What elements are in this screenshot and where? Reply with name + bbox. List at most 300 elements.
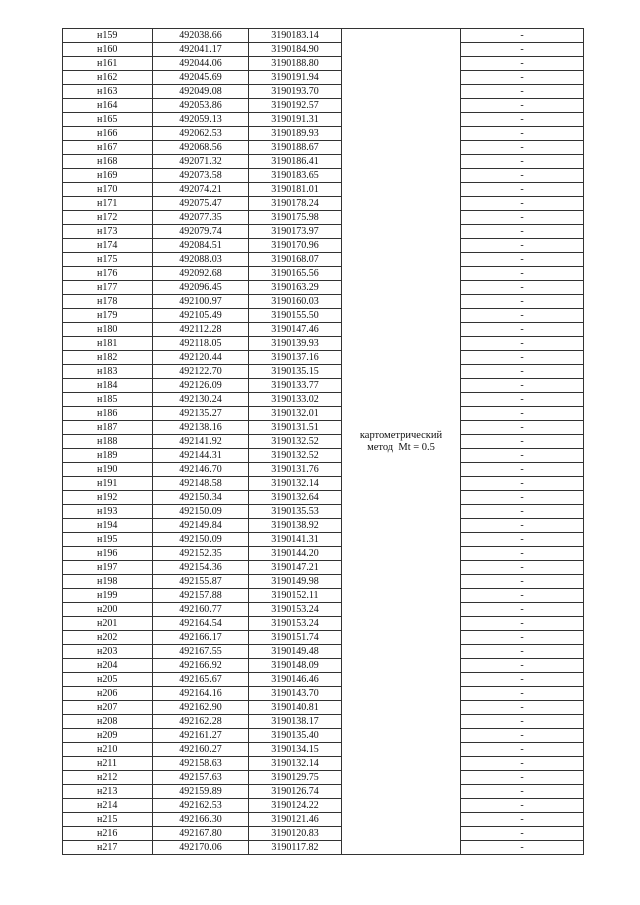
table-row (63, 29, 584, 43)
dash-cell: - (461, 281, 584, 295)
y-coordinate-cell: 3190153.24 (249, 603, 342, 617)
dash-cell: - (461, 337, 584, 351)
point-id-cell: н170 (63, 183, 153, 197)
dash-cell: - (461, 701, 584, 715)
point-id-cell: н182 (63, 351, 153, 365)
table-row (63, 463, 584, 477)
point-id-cell: н210 (63, 743, 153, 757)
dash-cell: - (461, 99, 584, 113)
dash-cell: - (461, 183, 584, 197)
table-row (63, 729, 584, 743)
point-id-cell: н202 (63, 631, 153, 645)
y-coordinate-cell: 3190188.67 (249, 141, 342, 155)
table-row (63, 99, 584, 113)
table-row (63, 253, 584, 267)
x-coordinate-cell: 492038.66 (153, 29, 249, 43)
x-coordinate-cell: 492162.28 (153, 715, 249, 729)
y-coordinate-cell: 3190165.56 (249, 267, 342, 281)
x-coordinate-cell: 492157.88 (153, 589, 249, 603)
dash-cell: - (461, 729, 584, 743)
x-coordinate-cell: 492045.69 (153, 71, 249, 85)
x-coordinate-cell: 492092.68 (153, 267, 249, 281)
table-row (63, 743, 584, 757)
y-coordinate-cell: 3190120.83 (249, 827, 342, 841)
dash-cell: - (461, 519, 584, 533)
point-id-cell: н176 (63, 267, 153, 281)
point-id-cell: н173 (63, 225, 153, 239)
y-coordinate-cell: 3190181.01 (249, 183, 342, 197)
x-coordinate-cell: 492126.09 (153, 379, 249, 393)
y-coordinate-cell: 3190132.14 (249, 757, 342, 771)
x-coordinate-cell: 492167.55 (153, 645, 249, 659)
y-coordinate-cell: 3190124.22 (249, 799, 342, 813)
table-row (63, 323, 584, 337)
dash-cell: - (461, 29, 584, 43)
x-coordinate-cell: 492100.97 (153, 295, 249, 309)
table-row (63, 239, 584, 253)
dash-cell: - (461, 491, 584, 505)
point-id-cell: н209 (63, 729, 153, 743)
point-id-cell: н200 (63, 603, 153, 617)
coordinate-table-page (62, 28, 583, 855)
table-row (63, 57, 584, 71)
dash-cell: - (461, 645, 584, 659)
dash-cell: - (461, 267, 584, 281)
y-coordinate-cell: 3190131.76 (249, 463, 342, 477)
point-id-cell: н169 (63, 169, 153, 183)
y-coordinate-cell: 3190133.02 (249, 393, 342, 407)
table-row (63, 757, 584, 771)
y-coordinate-cell: 3190132.64 (249, 491, 342, 505)
point-id-cell: н162 (63, 71, 153, 85)
y-coordinate-cell: 3190135.15 (249, 365, 342, 379)
dash-cell: - (461, 673, 584, 687)
x-coordinate-cell: 492041.17 (153, 43, 249, 57)
dash-cell: - (461, 323, 584, 337)
x-coordinate-cell: 492149.84 (153, 519, 249, 533)
dash-cell: - (461, 71, 584, 85)
point-id-cell: н165 (63, 113, 153, 127)
x-coordinate-cell: 492062.53 (153, 127, 249, 141)
point-id-cell: н168 (63, 155, 153, 169)
point-id-cell: н178 (63, 295, 153, 309)
dash-cell: - (461, 533, 584, 547)
point-id-cell: н216 (63, 827, 153, 841)
dash-cell: - (461, 127, 584, 141)
x-coordinate-cell: 492161.27 (153, 729, 249, 743)
x-coordinate-cell: 492049.08 (153, 85, 249, 99)
y-coordinate-cell: 3190153.24 (249, 617, 342, 631)
point-id-cell: н188 (63, 435, 153, 449)
table-row (63, 771, 584, 785)
y-coordinate-cell: 3190132.01 (249, 407, 342, 421)
y-coordinate-cell: 3190173.97 (249, 225, 342, 239)
dash-cell: - (461, 113, 584, 127)
x-coordinate-cell: 492071.32 (153, 155, 249, 169)
point-id-cell: н201 (63, 617, 153, 631)
dash-cell: - (461, 155, 584, 169)
dash-cell: - (461, 225, 584, 239)
dash-cell: - (461, 589, 584, 603)
table-row (63, 813, 584, 827)
y-coordinate-cell: 3190183.65 (249, 169, 342, 183)
table-row (63, 309, 584, 323)
point-id-cell: н159 (63, 29, 153, 43)
dash-cell: - (461, 295, 584, 309)
table-row (63, 435, 584, 449)
x-coordinate-cell: 492122.70 (153, 365, 249, 379)
x-coordinate-cell: 492150.09 (153, 505, 249, 519)
y-coordinate-cell: 3190188.80 (249, 57, 342, 71)
point-id-cell: н175 (63, 253, 153, 267)
y-coordinate-cell: 3190184.90 (249, 43, 342, 57)
table-row (63, 365, 584, 379)
dash-cell: - (461, 715, 584, 729)
dash-cell: - (461, 687, 584, 701)
x-coordinate-cell: 492170.06 (153, 841, 249, 855)
dash-cell: - (461, 617, 584, 631)
dash-cell: - (461, 827, 584, 841)
x-coordinate-cell: 492152.35 (153, 547, 249, 561)
y-coordinate-cell: 3190132.52 (249, 435, 342, 449)
x-coordinate-cell: 492166.92 (153, 659, 249, 673)
dash-cell: - (461, 659, 584, 673)
point-id-cell: н167 (63, 141, 153, 155)
dash-cell: - (461, 393, 584, 407)
y-coordinate-cell: 3190131.51 (249, 421, 342, 435)
table-row (63, 113, 584, 127)
table-row (63, 43, 584, 57)
dash-cell: - (461, 197, 584, 211)
x-coordinate-cell: 492073.58 (153, 169, 249, 183)
table-row (63, 687, 584, 701)
table-row (63, 295, 584, 309)
dash-cell: - (461, 575, 584, 589)
dash-cell: - (461, 43, 584, 57)
dash-cell: - (461, 743, 584, 757)
x-coordinate-cell: 492146.70 (153, 463, 249, 477)
dash-cell: - (461, 211, 584, 225)
dash-cell: - (461, 631, 584, 645)
table-row (63, 659, 584, 673)
y-coordinate-cell: 3190155.50 (249, 309, 342, 323)
dash-cell: - (461, 785, 584, 799)
dash-cell: - (461, 421, 584, 435)
y-coordinate-cell: 3190175.98 (249, 211, 342, 225)
table-row (63, 617, 584, 631)
x-coordinate-cell: 492160.27 (153, 743, 249, 757)
table-row (63, 491, 584, 505)
dash-cell: - (461, 463, 584, 477)
y-coordinate-cell: 3190183.14 (249, 29, 342, 43)
x-coordinate-cell: 492162.53 (153, 799, 249, 813)
dash-cell: - (461, 239, 584, 253)
dash-cell: - (461, 253, 584, 267)
y-coordinate-cell: 3190189.93 (249, 127, 342, 141)
y-coordinate-cell: 3190143.70 (249, 687, 342, 701)
table-row (63, 127, 584, 141)
y-coordinate-cell: 3190121.46 (249, 813, 342, 827)
x-coordinate-cell: 492130.24 (153, 393, 249, 407)
point-id-cell: н214 (63, 799, 153, 813)
y-coordinate-cell: 3190126.74 (249, 785, 342, 799)
y-coordinate-cell: 3190132.14 (249, 477, 342, 491)
y-coordinate-cell: 3190163.29 (249, 281, 342, 295)
table-row (63, 561, 584, 575)
dash-cell: - (461, 771, 584, 785)
x-coordinate-cell: 492096.45 (153, 281, 249, 295)
x-coordinate-cell: 492157.63 (153, 771, 249, 785)
point-id-cell: н190 (63, 463, 153, 477)
point-id-cell: н195 (63, 533, 153, 547)
table-row (63, 421, 584, 435)
y-coordinate-cell: 3190146.46 (249, 673, 342, 687)
point-id-cell: н177 (63, 281, 153, 295)
y-coordinate-cell: 3190147.46 (249, 323, 342, 337)
table-row (63, 337, 584, 351)
x-coordinate-cell: 492160.77 (153, 603, 249, 617)
point-id-cell: н187 (63, 421, 153, 435)
y-coordinate-cell: 3190134.15 (249, 743, 342, 757)
y-coordinate-cell: 3190151.74 (249, 631, 342, 645)
dash-cell: - (461, 505, 584, 519)
table-row (63, 85, 584, 99)
method-line-1: картометрический (359, 429, 443, 441)
x-coordinate-cell: 492141.92 (153, 435, 249, 449)
point-id-cell: н207 (63, 701, 153, 715)
table-row (63, 71, 584, 85)
point-id-cell: н164 (63, 99, 153, 113)
dash-cell: - (461, 813, 584, 827)
dash-cell: - (461, 351, 584, 365)
table-row (63, 169, 584, 183)
point-id-cell: н206 (63, 687, 153, 701)
y-coordinate-cell: 3190141.31 (249, 533, 342, 547)
x-coordinate-cell: 492084.51 (153, 239, 249, 253)
table-row (63, 631, 584, 645)
table-row (63, 211, 584, 225)
table-row (63, 785, 584, 799)
table-row (63, 701, 584, 715)
x-coordinate-cell: 492167.80 (153, 827, 249, 841)
dash-cell: - (461, 561, 584, 575)
table-row (63, 477, 584, 491)
point-id-cell: н160 (63, 43, 153, 57)
dash-cell: - (461, 169, 584, 183)
table-row (63, 407, 584, 421)
x-coordinate-cell: 492158.63 (153, 757, 249, 771)
point-id-cell: н198 (63, 575, 153, 589)
point-id-cell: н203 (63, 645, 153, 659)
point-id-cell: н186 (63, 407, 153, 421)
x-coordinate-cell: 492150.09 (153, 533, 249, 547)
table-row (63, 379, 584, 393)
y-coordinate-cell: 3190191.31 (249, 113, 342, 127)
method-line-2: метод Mt = 0.5 (367, 441, 435, 453)
table-row (63, 449, 584, 463)
dash-cell: - (461, 757, 584, 771)
point-id-cell: н179 (63, 309, 153, 323)
point-id-cell: н181 (63, 337, 153, 351)
point-id-cell: н215 (63, 813, 153, 827)
x-coordinate-cell: 492138.16 (153, 421, 249, 435)
y-coordinate-cell: 3190117.82 (249, 841, 342, 855)
y-coordinate-cell: 3190137.16 (249, 351, 342, 365)
method-cell (342, 29, 461, 855)
table-row (63, 505, 584, 519)
y-coordinate-cell: 3190148.09 (249, 659, 342, 673)
point-id-cell: н217 (63, 841, 153, 855)
table-row (63, 715, 584, 729)
table-row (63, 351, 584, 365)
point-id-cell: н163 (63, 85, 153, 99)
y-coordinate-cell: 3190168.07 (249, 253, 342, 267)
x-coordinate-cell: 492075.47 (153, 197, 249, 211)
x-coordinate-cell: 492159.89 (153, 785, 249, 799)
x-coordinate-cell: 492166.17 (153, 631, 249, 645)
x-coordinate-cell: 492120.44 (153, 351, 249, 365)
dash-cell: - (461, 407, 584, 421)
x-coordinate-cell: 492150.34 (153, 491, 249, 505)
x-coordinate-cell: 492059.13 (153, 113, 249, 127)
table-row (63, 547, 584, 561)
point-id-cell: н174 (63, 239, 153, 253)
dash-cell: - (461, 365, 584, 379)
point-id-cell: н212 (63, 771, 153, 785)
y-coordinate-cell: 3190147.21 (249, 561, 342, 575)
y-coordinate-cell: 3190132.52 (249, 449, 342, 463)
table-row (63, 533, 584, 547)
table-row (63, 197, 584, 211)
dash-cell: - (461, 603, 584, 617)
table-row (63, 575, 584, 589)
y-coordinate-cell: 3190160.03 (249, 295, 342, 309)
point-id-cell: н166 (63, 127, 153, 141)
x-coordinate-cell: 492068.56 (153, 141, 249, 155)
coordinate-table-body (63, 29, 584, 855)
y-coordinate-cell: 3190152.11 (249, 589, 342, 603)
coordinate-table (62, 28, 584, 855)
x-coordinate-cell: 492155.87 (153, 575, 249, 589)
dash-cell: - (461, 477, 584, 491)
dash-cell: - (461, 141, 584, 155)
table-row (63, 519, 584, 533)
point-id-cell: н172 (63, 211, 153, 225)
table-row (63, 267, 584, 281)
dash-cell: - (461, 547, 584, 561)
dash-cell: - (461, 435, 584, 449)
point-id-cell: н194 (63, 519, 153, 533)
x-coordinate-cell: 492135.27 (153, 407, 249, 421)
point-id-cell: н205 (63, 673, 153, 687)
x-coordinate-cell: 492112.28 (153, 323, 249, 337)
x-coordinate-cell: 492105.49 (153, 309, 249, 323)
point-id-cell: н171 (63, 197, 153, 211)
point-id-cell: н191 (63, 477, 153, 491)
y-coordinate-cell: 3190138.92 (249, 519, 342, 533)
y-coordinate-cell: 3190149.98 (249, 575, 342, 589)
point-id-cell: н193 (63, 505, 153, 519)
table-row (63, 827, 584, 841)
point-id-cell: н204 (63, 659, 153, 673)
dash-cell: - (461, 841, 584, 855)
point-id-cell: н184 (63, 379, 153, 393)
x-coordinate-cell: 492154.36 (153, 561, 249, 575)
y-coordinate-cell: 3190192.57 (249, 99, 342, 113)
table-row (63, 841, 584, 855)
y-coordinate-cell: 3190193.70 (249, 85, 342, 99)
dash-cell: - (461, 799, 584, 813)
dash-cell: - (461, 379, 584, 393)
x-coordinate-cell: 492148.58 (153, 477, 249, 491)
dash-cell: - (461, 85, 584, 99)
y-coordinate-cell: 3190144.20 (249, 547, 342, 561)
x-coordinate-cell: 492079.74 (153, 225, 249, 239)
x-coordinate-cell: 492044.06 (153, 57, 249, 71)
point-id-cell: н199 (63, 589, 153, 603)
dash-cell: - (461, 57, 584, 71)
y-coordinate-cell: 3190178.24 (249, 197, 342, 211)
table-row (63, 225, 584, 239)
point-id-cell: н196 (63, 547, 153, 561)
table-row (63, 673, 584, 687)
x-coordinate-cell: 492118.05 (153, 337, 249, 351)
dash-cell: - (461, 309, 584, 323)
point-id-cell: н208 (63, 715, 153, 729)
table-row (63, 589, 584, 603)
point-id-cell: н183 (63, 365, 153, 379)
y-coordinate-cell: 3190139.93 (249, 337, 342, 351)
table-row (63, 645, 584, 659)
point-id-cell: н180 (63, 323, 153, 337)
x-coordinate-cell: 492077.35 (153, 211, 249, 225)
x-coordinate-cell: 492165.67 (153, 673, 249, 687)
table-row (63, 141, 584, 155)
point-id-cell: н185 (63, 393, 153, 407)
x-coordinate-cell: 492144.31 (153, 449, 249, 463)
table-row (63, 155, 584, 169)
table-row (63, 799, 584, 813)
y-coordinate-cell: 3190170.96 (249, 239, 342, 253)
point-id-cell: н192 (63, 491, 153, 505)
x-coordinate-cell: 492074.21 (153, 183, 249, 197)
y-coordinate-cell: 3190149.48 (249, 645, 342, 659)
x-coordinate-cell: 492162.90 (153, 701, 249, 715)
y-coordinate-cell: 3190186.41 (249, 155, 342, 169)
y-coordinate-cell: 3190138.17 (249, 715, 342, 729)
y-coordinate-cell: 3190140.81 (249, 701, 342, 715)
y-coordinate-cell: 3190135.53 (249, 505, 342, 519)
point-id-cell: н189 (63, 449, 153, 463)
point-id-cell: н161 (63, 57, 153, 71)
y-coordinate-cell: 3190129.75 (249, 771, 342, 785)
table-row (63, 603, 584, 617)
table-row (63, 281, 584, 295)
x-coordinate-cell: 492088.03 (153, 253, 249, 267)
y-coordinate-cell: 3190135.40 (249, 729, 342, 743)
point-id-cell: н213 (63, 785, 153, 799)
x-coordinate-cell: 492164.16 (153, 687, 249, 701)
x-coordinate-cell: 492166.30 (153, 813, 249, 827)
y-coordinate-cell: 3190133.77 (249, 379, 342, 393)
point-id-cell: н211 (63, 757, 153, 771)
dash-cell: - (461, 449, 584, 463)
x-coordinate-cell: 492053.86 (153, 99, 249, 113)
table-row (63, 393, 584, 407)
x-coordinate-cell: 492164.54 (153, 617, 249, 631)
y-coordinate-cell: 3190191.94 (249, 71, 342, 85)
table-row (63, 183, 584, 197)
